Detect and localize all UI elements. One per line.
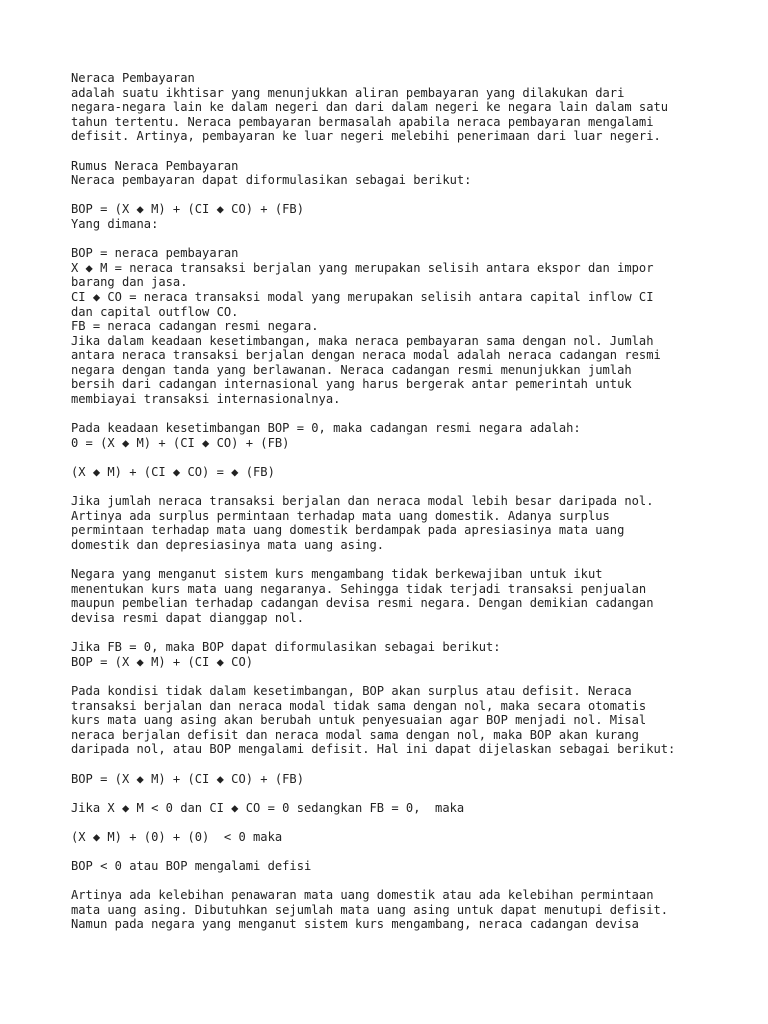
text-line: dan capital outflow CO. xyxy=(71,304,239,319)
blank-line xyxy=(71,786,751,801)
text-line: Rumus Neraca Pembayaran xyxy=(71,158,239,173)
blank-line xyxy=(71,188,751,203)
text-line: domestik dan depresiasinya mata uang asing. xyxy=(71,538,385,552)
text-line: FB = neraca cadangan resmi negara. xyxy=(71,319,319,334)
text-line: maupun pembelian terhadap cadangan devisa resmi negara. Dengan demikian cadangan xyxy=(71,596,654,611)
text-line: membiayai transaksi internasionalnya. xyxy=(71,392,341,407)
text-line: bersih dari cadangan internasional yang harus bergerak antar pemerintah untuk xyxy=(71,377,632,392)
text-line: Jika dalam keadaan kesetimbangan, maka neraca pembayaran sama dengan nol. Jumlah xyxy=(71,333,654,348)
text-line: Jika jumlah neraca transaksi berjalan dan neraca modal lebih besar daripada nol. xyxy=(71,494,654,509)
blank-line xyxy=(71,480,751,495)
text-line: Artinya ada kelebihan penawaran mata uang domestik atau ada kelebihan permintaan xyxy=(71,888,654,903)
text-line: transaksi berjalan dan neraca modal tidak sama dengan nol, maka secara otomatis xyxy=(71,698,647,713)
text-line: Yang dimana: xyxy=(71,216,159,231)
text-line: tahun tertentu. Neraca pembayaran bermasalah apabila neraca pembayaran mengalami xyxy=(71,114,654,129)
text-line: Pada keadaan kesetimbangan BOP = 0, maka cadangan resmi negara adalah: xyxy=(71,421,581,436)
blank-line xyxy=(71,757,751,772)
text-line: Jika X ◆ M < 0 dan CI ◆ CO = 0 sedangkan FB = 0, maka xyxy=(71,800,465,815)
text-line: devisa resmi dapat dianggap nol. xyxy=(71,610,304,625)
blank-line xyxy=(71,669,751,684)
text-line: BOP = (X ◆ M) + (CI ◆ CO) + (FB) xyxy=(71,202,304,217)
text-line: Pada kondisi tidak dalam kesetimbangan, BOP akan surplus atau defisit. Neraca xyxy=(71,683,632,698)
blank-line xyxy=(71,553,751,568)
text-line: X ◆ M = neraca transaksi berjalan yang merupakan selisih antara ekspor dan impor xyxy=(71,260,654,275)
text-line: (X ◆ M) + (0) + (0) < 0 maka xyxy=(71,829,283,844)
text-line: defisit. Artinya, pembayaran ke luar negeri melebihi penerimaan dari luar negeri. xyxy=(71,129,661,144)
text-line: antara neraca transaksi berjalan dengan neraca modal adalah neraca cadangan resmi xyxy=(71,348,661,363)
text-line: barang dan jasa. xyxy=(71,275,188,290)
text-line: Neraca pembayaran dapat diformulasikan sebagai berikut: xyxy=(71,173,472,188)
blank-line xyxy=(71,450,751,465)
text-line: mata uang asing. Dibutuhkan sejumlah mata uang asing untuk dapat menutupi defisit. xyxy=(71,902,669,917)
blank-line xyxy=(71,815,751,830)
text-line: negara dengan tanda yang berlawanan. Neraca cadangan resmi menunjukkan jumlah xyxy=(71,362,632,377)
text-line: daripada nol, atau BOP mengalami defisit. Hal ini dapat dijelaskan sebagai berikut: xyxy=(71,742,676,757)
text-line: Jika FB = 0, maka BOP dapat diformulasikan sebagai berikut: xyxy=(71,640,501,655)
text-line: BOP < 0 atau BOP mengalami defisi xyxy=(71,859,312,874)
text-line: adalah suatu ikhtisar yang menunjukkan aliran pembayaran yang dilakukan dari xyxy=(71,85,625,100)
text-line: BOP = neraca pembayaran xyxy=(71,246,239,261)
text-line: Namun pada negara yang menganut sistem kurs mengambang, neraca cadangan devisa xyxy=(71,917,639,932)
blank-line xyxy=(71,407,751,422)
blank-line xyxy=(71,232,751,247)
text-line: kurs mata uang asing akan berubah untuk penyesuaian agar BOP menjadi nol. Misal xyxy=(71,713,647,728)
text-line: Artinya ada surplus permintaan terhadap mata uang domestik. Adanya surplus xyxy=(71,508,610,523)
text-line: (X ◆ M) + (CI ◆ CO) = ◆ (FB) xyxy=(71,465,275,480)
text-line: neraca berjalan defisit dan neraca modal sama dengan nol, maka BOP akan kurang xyxy=(71,727,639,742)
text-line: BOP = (X ◆ M) + (CI ◆ CO) + (FB) xyxy=(71,771,304,786)
text-line: menentukan kurs mata uang negaranya. Sehingga tidak terjadi transaksi penjualan xyxy=(71,581,647,596)
text-line: 0 = (X ◆ M) + (CI ◆ CO) + (FB) xyxy=(71,435,290,450)
text-line: permintaan terhadap mata uang domestik berdampak pada apresiasinya mata uang xyxy=(71,523,625,538)
blank-line xyxy=(71,874,751,889)
text-line: negara-negara lain ke dalam negeri dan dari dalam negeri ke negara lain dalam satu xyxy=(71,100,669,115)
text-line: Negara yang menganut sistem kurs mengambang tidak berkewajiban untuk ikut xyxy=(71,567,603,582)
blank-line xyxy=(71,144,751,159)
blank-line xyxy=(71,626,751,641)
document-page xyxy=(71,71,751,932)
text-line: Neraca Pembayaran xyxy=(71,71,195,85)
text-line: CI ◆ CO = neraca transaksi modal yang merupakan selisih antara capital inflow CI xyxy=(71,289,654,304)
blank-line xyxy=(71,844,751,859)
text-line: BOP = (X ◆ M) + (CI ◆ CO) xyxy=(71,654,254,669)
